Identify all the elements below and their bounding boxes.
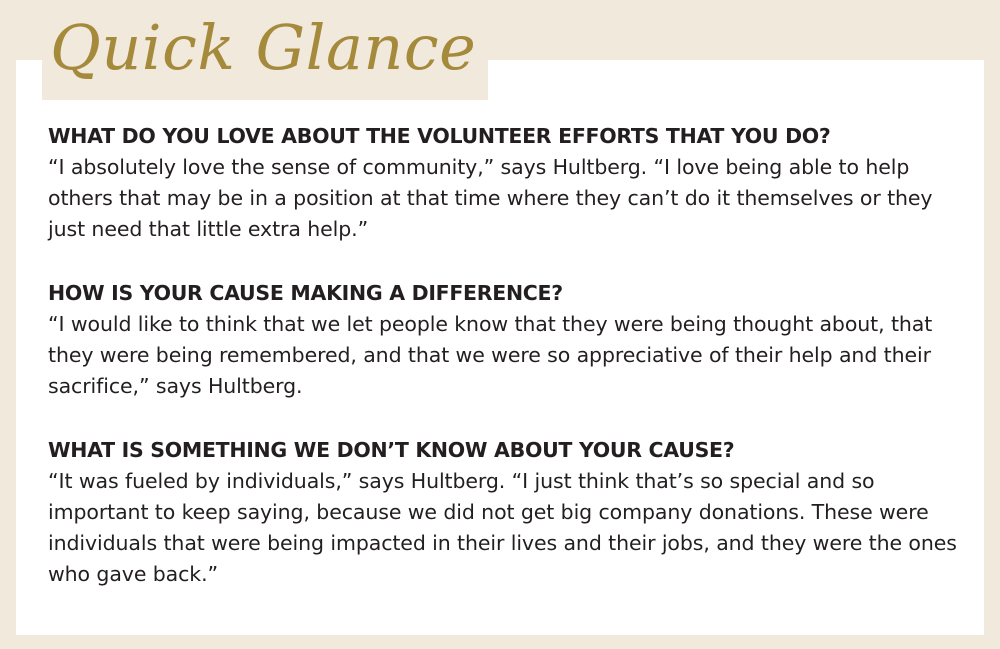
page-title: Quick Glance [42,0,488,100]
answer-text: “I would like to think that we let people know that they were being thought about, that they were being remembered, and that we were so appreciative of their help and their sacrifice,” says Hultberg. [48,312,933,398]
question-heading: HOW IS YOUR CAUSE MAKING A DIFFERENCE? [48,281,563,305]
question-heading: WHAT DO YOU LOVE ABOUT THE VOLUNTEER EFFORTS THAT YOU DO? [48,124,831,148]
qa-item [48,120,968,245]
qa-item [48,434,968,590]
qa-item [48,277,968,402]
qa-list [48,120,968,622]
answer-text: “It was fueled by individuals,” says Hultberg. “I just think that’s so special and so important to keep saying, because we did not get big company donations. These were individuals that were being impacted in their lives and their jobs, and they were the ones who gave back.” [48,469,957,586]
question-heading: WHAT IS SOMETHING WE DON’T KNOW ABOUT YOUR CAUSE? [48,438,735,462]
answer-text: “I absolutely love the sense of community,” says Hultberg. “I love being able to help others that may be in a position at that time where they can’t do it themselves or they just need that little extra help.” [48,155,933,241]
